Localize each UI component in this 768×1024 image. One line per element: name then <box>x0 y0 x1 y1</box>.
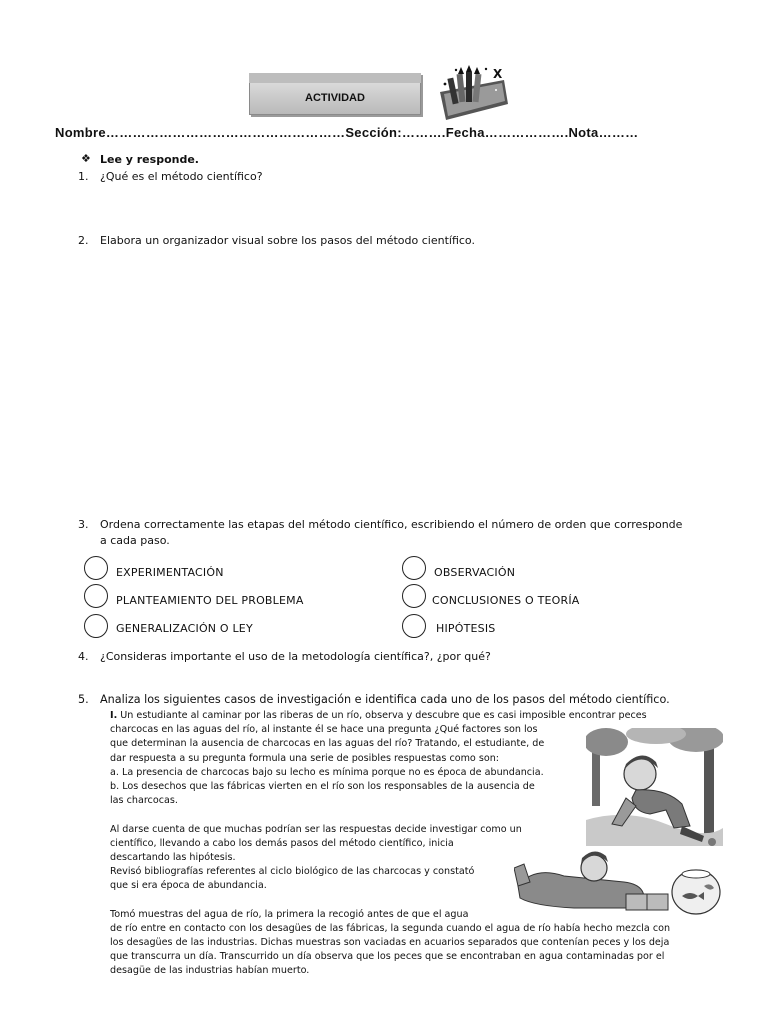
case-line: dar respuesta a su pregunta formula una serie de posibles respuestas como son: <box>110 752 500 764</box>
case-line: que determinan la ausencia de charcocas en las aguas del río? Tratando, el estudiante, de <box>110 738 545 750</box>
banner-top-bar <box>249 73 421 83</box>
school-supplies-logo-icon <box>436 64 510 124</box>
case-line: a. La presencia de charcocas bajo su lecho es mínima porque no es época de abundancia. <box>110 766 544 778</box>
order-circle-experimentacion[interactable] <box>84 556 108 580</box>
student-info-line: Nombre………………………………………………Sección:……….Fecha……………….Nota……… <box>55 125 639 140</box>
boy-reading-with-fishbowl-illustration <box>514 846 724 918</box>
q4-number: 4. <box>78 650 89 663</box>
case-line: de río entre en contacto con los desagües de las fábricas, la segunda cuando el agua de río había hecho mezcla con <box>110 922 671 934</box>
activity-banner <box>249 73 421 115</box>
option-planteamiento: PLANTEAMIENTO DEL PROBLEMA <box>116 594 304 607</box>
q5-text: Analiza los siguientes casos de investigación e identifica cada uno de los pasos del método científico. <box>100 693 670 706</box>
case-line: desagüe de las industrias habían muerto. <box>110 965 310 977</box>
q3-number: 3. <box>78 518 89 531</box>
order-circle-generalizacion[interactable] <box>84 614 108 638</box>
option-experimentacion: EXPERIMENTACIÓN <box>116 566 224 579</box>
option-observacion: OBSERVACIÓN <box>434 566 516 579</box>
case-line: charcocas en las aguas del río, al instante él se hace una pregunta ¿Qué factores son los <box>110 724 538 736</box>
q3-text-line1: Ordena correctamente las etapas del método científico, escribiendo el número de orden que corresponde <box>100 518 683 531</box>
case-line-text: Un estudiante al caminar por las riberas de un río, observa y descubre que es casi imposible encontrar peces <box>120 710 647 721</box>
banner-title: ACTIVIDAD <box>305 92 365 104</box>
order-circle-planteamiento[interactable] <box>84 584 108 608</box>
q5-number: 5. <box>78 693 89 706</box>
svg-text:X: X <box>493 67 503 81</box>
instruction-text: Lee y responde. <box>100 153 199 166</box>
boy-at-river-illustration <box>586 728 723 848</box>
q2-number: 2. <box>78 234 89 247</box>
case-line: que transcurra un día. Transcurrido un día observa que los peces que se encontraban en agua contaminadas por el <box>110 951 665 963</box>
case-line: los desagües de las industrias. Dichas muestras son vaciadas en acuarios separados que contenían peces y los deja <box>110 937 670 948</box>
instruction-bullet: ❖ <box>81 152 91 165</box>
q4-text: ¿Consideras importante el uso de la metodología científica?, ¿por qué? <box>100 650 491 663</box>
option-conclusiones: CONCLUSIONES O TEORÍA <box>432 594 580 607</box>
q1-number: 1. <box>78 170 89 183</box>
case-line <box>110 709 722 723</box>
case-line: las charcocas. <box>110 795 178 807</box>
order-circle-hipotesis[interactable] <box>402 614 426 638</box>
case-line: que si era época de abundancia. <box>110 880 267 892</box>
q1-text: ¿Qué es el método científico? <box>100 170 263 183</box>
case-line: Al darse cuenta de que muchas podrían ser las respuestas decide investigar como un <box>110 823 522 835</box>
case-line: Tomó muestras del agua de río, la primera la recogió antes de que el agua <box>110 908 469 920</box>
q2-text: Elabora un organizador visual sobre los pasos del método científico. <box>100 234 475 247</box>
case-line: descartando las hipótesis. <box>110 851 236 863</box>
option-generalizacion: GENERALIZACIÓN O LEY <box>116 622 253 635</box>
case-line: científico, llevando a cabo los demás pasos del método científico, inicia <box>110 837 454 849</box>
case-line: Revisó bibliografías referentes al ciclo biológico de las charcocas y constató <box>110 866 475 878</box>
order-circle-conclusiones[interactable] <box>402 584 426 608</box>
case-label: I. <box>110 710 118 721</box>
q3-text-line2: a cada paso. <box>100 534 170 547</box>
option-hipotesis: HIPÓTESIS <box>436 622 496 635</box>
case-line: b. Los desechos que las fábricas vierten en el río son los responsables de la ausencia de <box>110 780 535 792</box>
order-circle-observacion[interactable] <box>402 556 426 580</box>
